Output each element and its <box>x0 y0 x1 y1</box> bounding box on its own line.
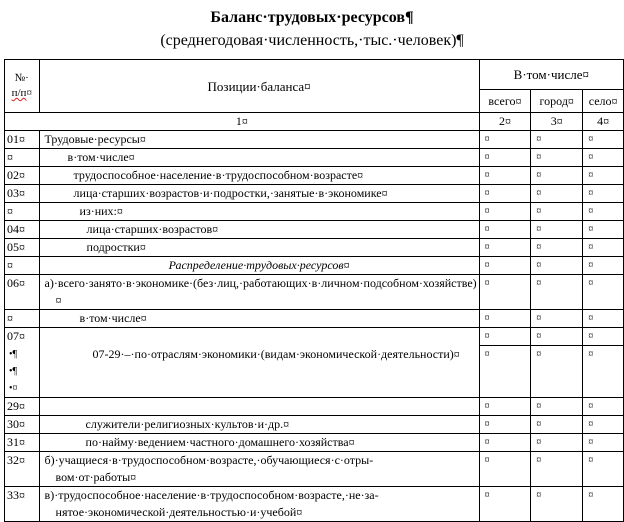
position-text <box>39 328 479 346</box>
header-total: всего¤ <box>479 90 531 113</box>
row-number: ¤ <box>5 310 40 328</box>
value-total: ¤ <box>479 433 531 451</box>
position-text: 07-29·–·по·отраслям·экономики·(видам·экономической·деятельности)¤ <box>39 346 479 380</box>
row-number: 31¤ <box>5 433 40 451</box>
position-text: по·найму·ведением·частного·домашнего·хозяйства¤ <box>39 433 479 451</box>
document-subtitle: (среднегодовая·численность,·тыс.·человек)¶ <box>160 32 464 49</box>
value-total: ¤ <box>479 257 531 275</box>
row-number: 06¤ <box>5 275 40 310</box>
value-city: ¤ <box>531 275 583 310</box>
row-number: •¤ <box>5 380 40 398</box>
row-number: ¤ <box>5 203 40 221</box>
value-city: ¤ <box>531 415 583 433</box>
row-number: 03¤ <box>5 185 40 203</box>
index-col-3: 3¤ <box>531 113 583 131</box>
position-text: служители·религиозных·культов·и·др.¤ <box>39 415 479 433</box>
value-village: ¤ <box>583 397 624 415</box>
position-text <box>39 397 479 415</box>
value-village: ¤ <box>583 415 624 433</box>
value-village: ¤ <box>583 310 624 328</box>
value-total: ¤ <box>479 167 531 185</box>
position-text: в·том·числе¤ <box>39 149 479 167</box>
position-text: б)·учащиеся·в·трудоспособном·возрасте,·обучающиеся·с·отры- вом·от·работы¤ <box>39 451 479 486</box>
value-city: ¤ <box>531 257 583 275</box>
value-total: ¤ <box>479 239 531 257</box>
header-city: город¤ <box>531 90 583 113</box>
table-row <box>5 257 624 275</box>
position-text: Распределение·трудовых·ресурсов¤ <box>39 257 479 275</box>
table-row <box>5 415 624 433</box>
value-village: ¤ <box>583 346 624 380</box>
value-city: ¤ <box>531 131 583 149</box>
value-village: ¤ <box>583 149 624 167</box>
value-village: ¤ <box>583 275 624 310</box>
value-village: ¤ <box>583 451 624 486</box>
header-village: село¤ <box>583 90 624 113</box>
value-total: ¤ <box>479 310 531 328</box>
value-city: ¤ <box>531 203 583 221</box>
value-village: ¤ <box>583 203 624 221</box>
value-total: ¤ <box>479 275 531 310</box>
value-city: ¤ <box>531 310 583 328</box>
table-row <box>5 167 624 185</box>
value-city: ¤ <box>531 486 583 521</box>
table-row <box>5 275 624 310</box>
value-total <box>479 380 531 398</box>
row-number: 05¤ <box>5 239 40 257</box>
table-row <box>5 221 624 239</box>
value-city: ¤ <box>531 167 583 185</box>
position-text: в·том·числе¤ <box>39 310 479 328</box>
value-village: ¤ <box>583 257 624 275</box>
value-total: ¤ <box>479 328 531 346</box>
value-city: ¤ <box>531 239 583 257</box>
table-row <box>5 131 624 149</box>
header-row-number: №· п/п¤ <box>5 60 40 113</box>
value-total: ¤ <box>479 346 531 380</box>
value-total: ¤ <box>479 203 531 221</box>
position-text: а)·всего·занято·в·экономике·(без·лиц,·работающих·в·личном·подсобном·хозяйстве)¤ <box>39 275 479 310</box>
value-city: ¤ <box>531 433 583 451</box>
header-including: В·том·числе¤ <box>479 60 623 90</box>
row-number: ¤ <box>5 149 40 167</box>
table-row <box>5 433 624 451</box>
table-row <box>5 185 624 203</box>
row-number: 32¤ <box>5 451 40 486</box>
value-village: ¤ <box>583 221 624 239</box>
header-position: Позиции·баланса¤ <box>39 60 479 113</box>
table-row <box>5 149 624 167</box>
value-village: ¤ <box>583 486 624 521</box>
row-number: 33¤ <box>5 486 40 521</box>
value-city <box>531 380 583 398</box>
row-number: 30¤ <box>5 415 40 433</box>
table-row <box>5 203 624 221</box>
value-city: ¤ <box>531 328 583 346</box>
value-city: ¤ <box>531 346 583 380</box>
table-row <box>5 310 624 328</box>
position-text: подростки¤ <box>39 239 479 257</box>
position-text <box>39 380 479 398</box>
value-village: ¤ <box>583 328 624 346</box>
row-number: 07¤ <box>5 328 40 346</box>
table-row <box>5 380 624 398</box>
value-total: ¤ <box>479 185 531 203</box>
value-village <box>583 380 624 398</box>
value-city: ¤ <box>531 185 583 203</box>
position-text: из·них:¤ <box>39 203 479 221</box>
position-text: лица·старших·возрастов·и·подростки,·занятые·в·экономике¤ <box>39 185 479 203</box>
value-village: ¤ <box>583 131 624 149</box>
value-city: ¤ <box>531 149 583 167</box>
table-row <box>5 397 624 415</box>
index-col-1: 1¤ <box>5 113 480 131</box>
position-text: лица·старших·возрастов¤ <box>39 221 479 239</box>
row-number: 04¤ <box>5 221 40 239</box>
position-text: трудоспособное·население·в·трудоспособном·возрасте¤ <box>39 167 479 185</box>
value-total: ¤ <box>479 397 531 415</box>
value-village: ¤ <box>583 239 624 257</box>
table-row <box>5 451 624 486</box>
row-number: 02¤ <box>5 167 40 185</box>
row-number: 29¤ <box>5 397 40 415</box>
table-row <box>5 346 624 380</box>
value-total: ¤ <box>479 486 531 521</box>
value-total: ¤ <box>479 149 531 167</box>
value-village: ¤ <box>583 185 624 203</box>
row-number: •¶ •¶ <box>5 346 40 380</box>
row-number: 01¤ <box>5 131 40 149</box>
value-total: ¤ <box>479 415 531 433</box>
value-city: ¤ <box>531 221 583 239</box>
value-city: ¤ <box>531 397 583 415</box>
document-title: Баланс·трудовых·ресурсов¶ <box>210 9 414 26</box>
table-row <box>5 239 624 257</box>
value-village: ¤ <box>583 167 624 185</box>
position-text: Трудовые·ресурсы¤ <box>39 131 479 149</box>
labor-balance-table <box>4 59 624 522</box>
row-number: ¤ <box>5 257 40 275</box>
value-total: ¤ <box>479 131 531 149</box>
table-row <box>5 486 624 521</box>
value-village: ¤ <box>583 433 624 451</box>
value-total: ¤ <box>479 221 531 239</box>
index-col-2: 2¤ <box>479 113 531 131</box>
table-row <box>5 328 624 346</box>
value-total: ¤ <box>479 451 531 486</box>
value-city: ¤ <box>531 451 583 486</box>
position-text: в)·трудоспособное·население·в·трудоспособном·возрасте,·не·за- нятое·экономической·деятельностью·и·учебой¤ <box>39 486 479 521</box>
index-col-4: 4¤ <box>583 113 624 131</box>
